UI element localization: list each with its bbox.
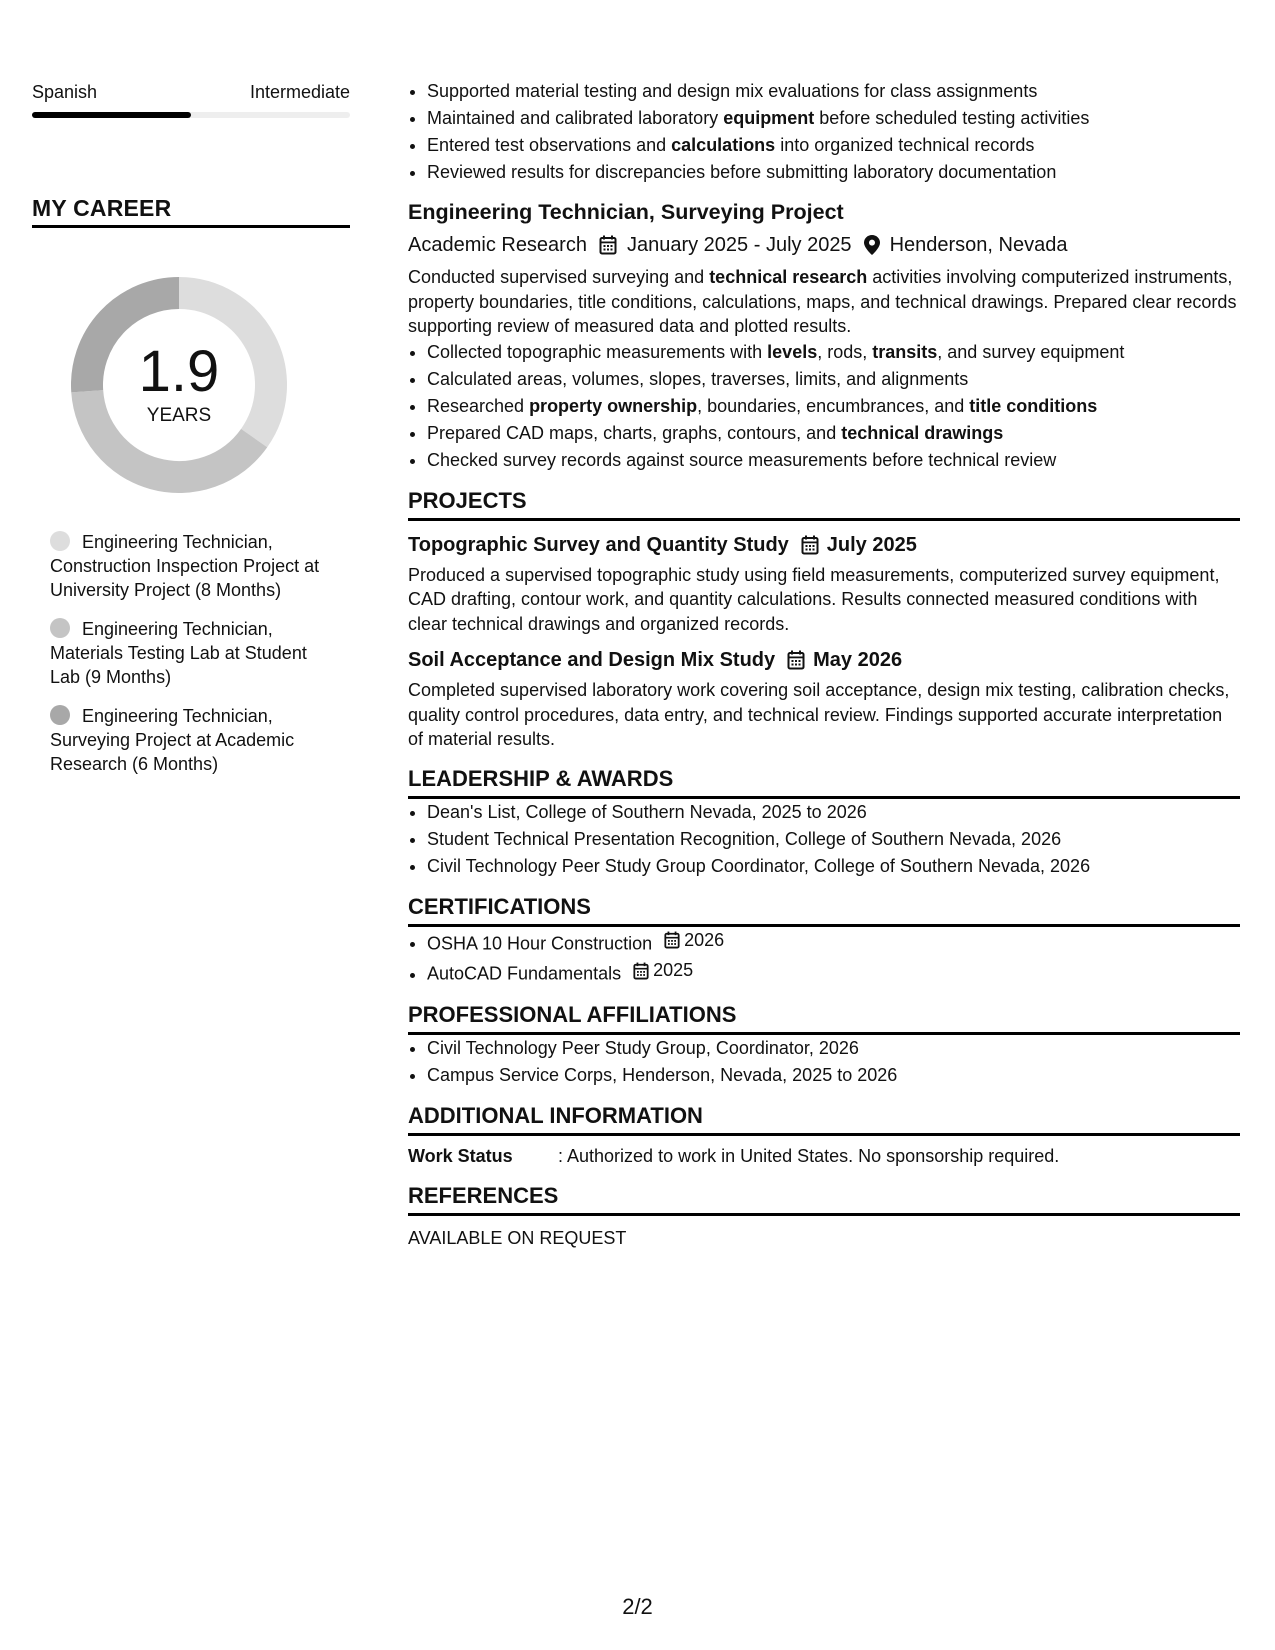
career-item-text: Engineering Technician, Materials Testing Lab at Student Lab (9 Months) [50, 619, 307, 687]
references-section-title: REFERENCES [408, 1183, 1240, 1216]
text-run: Researched [427, 395, 530, 416]
language-name: Spanish [32, 82, 98, 102]
location-pin-icon [864, 235, 880, 255]
leadership-list [408, 799, 1240, 880]
project-name: Soil Acceptance and Design Mix Study [408, 649, 776, 671]
leadership-item: • Civil Technology Peer Study Group Coordinator, College of Southern Nevada, 2026 [427, 853, 1240, 880]
calendar-icon [664, 931, 680, 949]
bold-keyword: technical drawings [841, 422, 1004, 443]
additional-info-section-title: ADDITIONAL INFORMATION [408, 1103, 1240, 1136]
career-list [50, 530, 335, 776]
text-run: Maintained and calibrated laboratory [427, 108, 724, 128]
leadership-section-title: LEADERSHIP & AWARDS [408, 766, 1240, 799]
bullet-item [427, 366, 1240, 393]
calendar-icon [801, 535, 819, 555]
calendar-icon [787, 650, 805, 670]
bullet-item [427, 105, 1240, 132]
bullet-item [427, 393, 1240, 420]
bullet-item [427, 420, 1240, 447]
bold-keyword: calculations [671, 135, 776, 155]
language-proficiency-fill [32, 112, 191, 118]
job-dates: January 2025 - July 2025 [626, 234, 852, 256]
leadership-item: • Student Technical Presentation Recognition, College of Southern Nevada, 2026 [427, 826, 1240, 853]
project-description: Produced a supervised topographic study using field measurements, computerized survey equipment, CAD drafting, contour work, and quantity calculations. Results connected measured conditions with clear technical drawings and organized records. [408, 564, 1220, 634]
bold-keyword: transits [872, 341, 938, 362]
career-total-unit: YEARS [146, 405, 212, 426]
project-description: Completed supervised laboratory work covering soil acceptance, design mix testing, calibration checks, quality control procedures, data entry, and technical review. Findings supported accurate interpretation of material results. [408, 680, 1230, 749]
text-run: Calculated areas, volumes, slopes, traverses, limits, and alignments [427, 368, 969, 389]
certification-item [427, 957, 1240, 988]
project-date: July 2025 [826, 533, 917, 556]
text-run: Prepared CAD maps, charts, graphs, contours, and [427, 422, 842, 443]
text-run: Conducted supervised surveying and [408, 267, 710, 287]
bold-keyword: equipment [723, 108, 815, 128]
previous-job-bullets [408, 78, 1240, 186]
certification-date [664, 927, 724, 954]
certification-name: AutoCAD Fundamentals [427, 963, 622, 984]
job-bullets [408, 339, 1240, 474]
affiliations-list [408, 1035, 1240, 1089]
job-organization: Academic Research [408, 234, 587, 256]
bullet-item [427, 339, 1240, 366]
left-column [32, 80, 350, 791]
bullet-item [427, 159, 1240, 186]
affiliations-section-title: PROFESSIONAL AFFILIATIONS [408, 1002, 1240, 1035]
work-status-row [408, 1144, 1240, 1169]
right-column [408, 78, 1240, 1251]
job-meta [408, 231, 1240, 259]
affiliation-item: • Civil Technology Peer Study Group, Coordinator, 2026 [427, 1035, 1240, 1062]
text-run: into organized technical records [775, 135, 1035, 155]
certification-year: 2025 [653, 960, 694, 980]
project-title [408, 531, 1240, 559]
calendar-icon [599, 235, 617, 255]
language-proficiency-bar [32, 112, 350, 118]
bold-keyword: title conditions [969, 395, 1098, 416]
work-status-label: Work Status [408, 1145, 513, 1166]
text-run: Checked survey records against source measurements before technical review [427, 449, 1057, 470]
projects-list [408, 531, 1240, 752]
project-date: May 2026 [813, 649, 903, 671]
affiliation-item: • Campus Service Corps, Henderson, Nevada, 2025 to 2026 [427, 1062, 1240, 1089]
job-title: Engineering Technician, Surveying Project [408, 200, 844, 224]
career-donut-chart [64, 270, 294, 500]
career-item-text: Engineering Technician, Surveying Project at Academic Research (6 Months) [50, 706, 295, 774]
projects-section-title: PROJECTS [408, 488, 1240, 521]
bold-keyword: technical research [709, 267, 868, 287]
text-run: , and survey equipment [937, 341, 1125, 362]
text-run: , rods, [817, 341, 873, 362]
legend-dot [50, 531, 70, 551]
certification-year: 2026 [684, 929, 725, 950]
leadership-item: • Dean's List, College of Southern Nevada, 2025 to 2026 [427, 799, 1240, 826]
career-section-title: MY CAREER [32, 194, 350, 228]
certification-name: OSHA 10 Hour Construction [427, 933, 653, 953]
certifications-list [408, 927, 1240, 988]
text-run: Reviewed results for discrepancies before submitting laboratory documentation [427, 162, 1057, 182]
donut-center [64, 270, 294, 500]
work-status-value: : Authorized to work in United States. No sponsorship required. [558, 1145, 1060, 1166]
references-text: AVAILABLE ON REQUEST [408, 1227, 627, 1248]
career-item [50, 704, 335, 776]
text-run: Entered test observations and [427, 135, 672, 155]
certification-item [427, 927, 1240, 958]
career-item [50, 617, 335, 689]
text-run: before scheduled testing activities [814, 108, 1090, 128]
job-description [408, 265, 1240, 339]
page-number: 2/2 [622, 1594, 653, 1619]
project-name: Topographic Survey and Quantity Study [408, 533, 789, 556]
legend-dot [50, 618, 70, 638]
certifications-section-title: CERTIFICATIONS [408, 894, 1240, 927]
legend-dot [50, 705, 70, 725]
text-run: , boundaries, encumbrances, and [697, 395, 970, 416]
bold-keyword: property ownership [529, 395, 698, 416]
calendar-icon [633, 962, 649, 980]
project-title [408, 646, 1240, 674]
career-item [50, 530, 335, 602]
job-location: Henderson, Nevada [889, 234, 1068, 256]
career-item-text: Engineering Technician, Construction Inspection Project at University Project (8 Months) [50, 532, 320, 600]
bullet-item [427, 447, 1240, 474]
text-run: Supported material testing and design mix evaluations for class assignments [427, 81, 1038, 101]
bullet-item [427, 132, 1240, 159]
bullet-item [427, 78, 1240, 105]
text-run: activities involving computerized instruments, property boundaries, title conditions, calculations, maps, and technical drawings. Prepared clear records supporting review of measured data and plotted results. [408, 267, 1237, 336]
language-row [32, 80, 350, 104]
bold-keyword: levels [767, 341, 818, 362]
certification-date [633, 957, 693, 984]
language-level: Intermediate [249, 82, 350, 102]
career-total-years: 1.9 [138, 339, 220, 404]
text-run: Collected topographic measurements with [427, 341, 768, 362]
